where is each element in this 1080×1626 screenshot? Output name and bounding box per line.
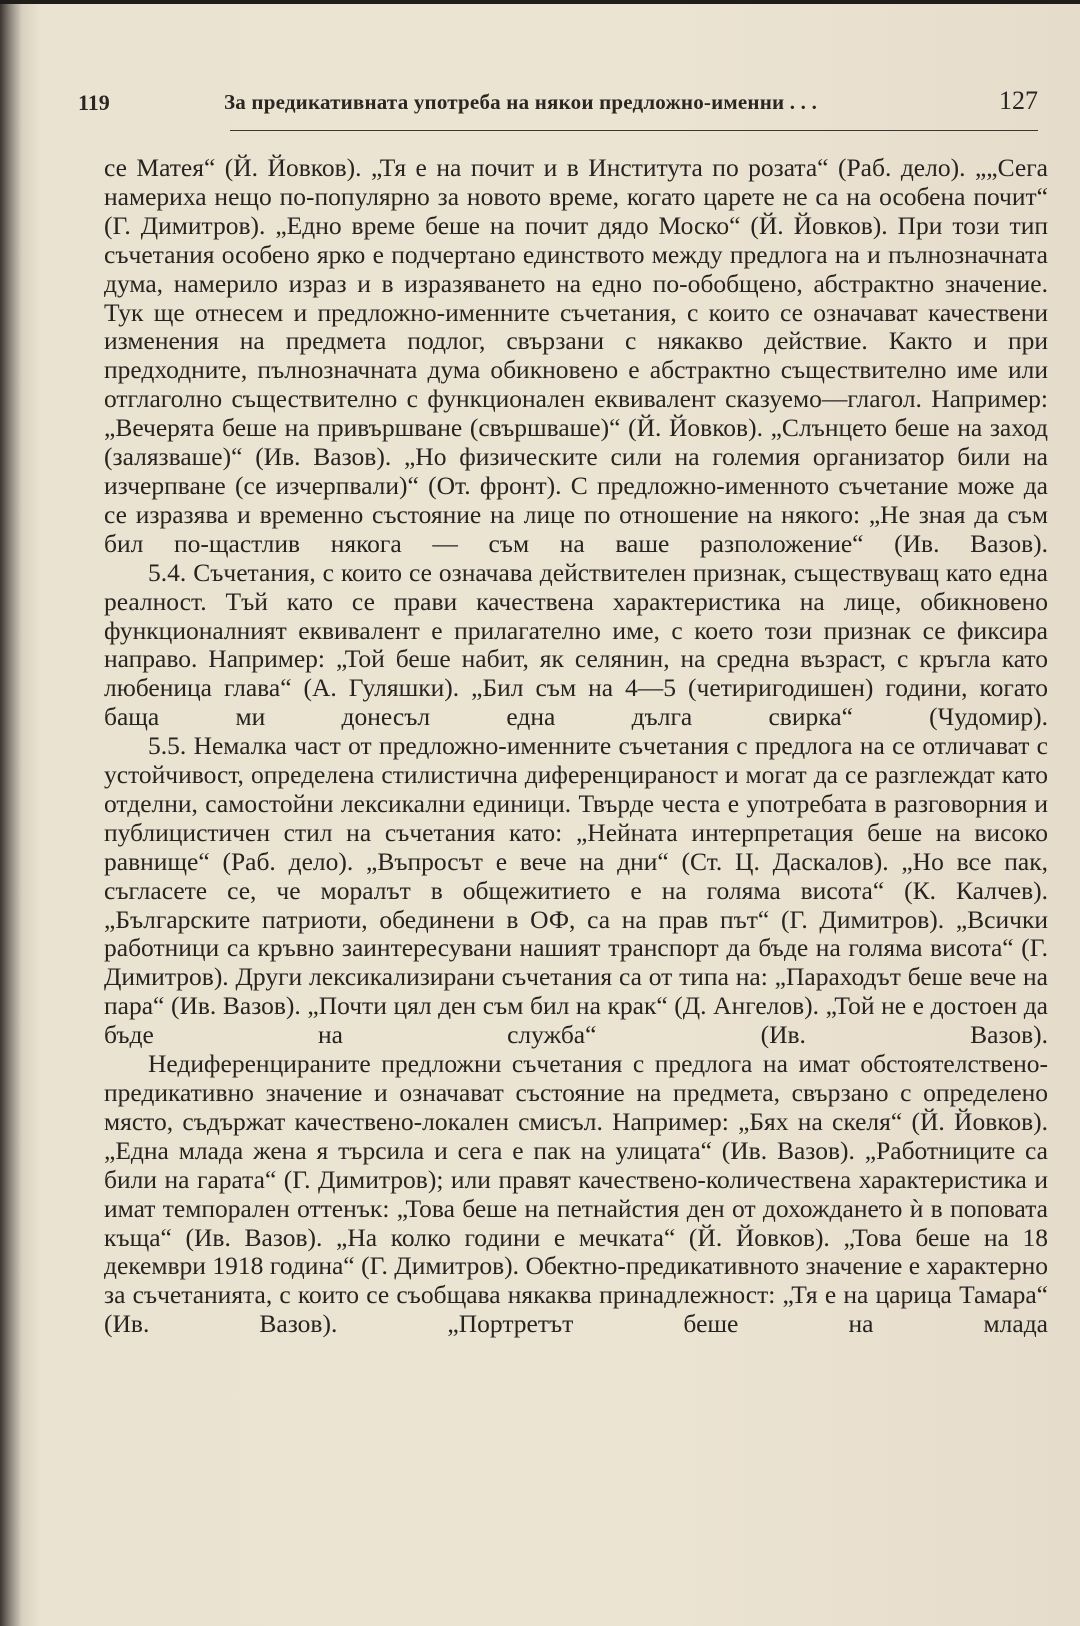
running-title: За предикативната употреба на някои предложно-именни . . . (224, 90, 818, 114)
paragraph: 5.4. Съчетания, с които се означава действителен признак, съществуващ като една реалност. Тъй като се прави качествена характеристика на лице, обикновено функционалният еквивалент е прилагателно име, с което този признак се фиксира направо. Например: „Той беше набит, як селянин, на средна възраст, с кръгла като любеница глава“ (А. Гуляшки). „Бил съм на 4—5 (четиригодишен) години, когато баща ми донесъл една дълга свирка“ (Чудомир). (104, 557, 1048, 732)
body-text (104, 154, 1048, 1614)
paragraph: Недиференцираните предложни съчетания с предлога на имат обстоятелствено-предикативно значение и означават състояние на предмета, свързано с определено място, съдържат качествено-локален смисъл. Например: „Бях на скеля“ (Й. Йовков). „Една млада жена я търсила и сега е пак на улицата“ (Ив. Вазов). „Работниците са били на гарата“ (Г. Димитров); или правят качествено-количествена характеристика и имат темпорален оттенък: „Това беше на петнайстия ден от дохождането ѝ в поповата къща“ (Ив. Вазов). „На колко години е мечката“ (Й. Йовков). „Това беше на 18 декември 1918 година“ (Г. Димитров). Обектно-предикативното значение е характерно за съчетанията, с които се съобщава някаква принадлежност: „Тя е на царица Тамара“ (Ив. Вазов). „Портретът беше на млада (104, 1049, 1048, 1339)
paragraph: 5.5. Немалка част от предложно-именните съчетания с предлога на се отличават с устойчивост, определена стилистична диференцираност и могат да се разглеждат като отделни, самостойни лексикални единици. Твърде честа е употребата в разговорния и публицистичен стил на съчетания като: „Нейната интерпретация беше на високо равнище“ (Раб. дело). „Въпросът е вече на дни“ (Ст. Ц. Даскалов). „Но все пак, съгласете се, че моралът в общежитието е на голяма висота“ (К. Калчев). „Българските патриоти, обединени в ОФ, са на прав път“ (Г. Димитров). „Всички работници са кръвно заинтересувани нашият транспорт да бъде на голяма висота“ (Г. Димитров). Други лексикализирани съчетания са от типа на: „Параходът беше вече на пара“ (Ив. Вазов). „Почти цял ден съм бил на крак“ (Д. Ангелов). „Той не е достоен да бъде на служба“ (Ив. Вазов). (104, 731, 1048, 1050)
folio-number: 119 (78, 90, 110, 115)
page-top-edge (0, 0, 1080, 4)
page-number: 127 (999, 86, 1038, 115)
page-header (78, 86, 1038, 126)
paragraph: се Матея“ (Й. Йовков). „Тя е на почит и в Института по розата“ (Раб. дело). „„Сега намериха нещо по-популярно за новото време, когато царете не са на особена почит“ (Г. Димитров). „Едно време беше на почит дядо Моско“ (Й. Йовков). При този тип съчетания особено ярко е подчертано единството между предлога на и пълнозначната дума, намерило израз и в изразяването на едно по-обобщено, абстрактно значение. Тук ще отнесем и предложно-именните съчетания, с които се означават качествени изменения на предмета подлог, свързани с някакво действие. Както и при предходните, пълнозначната дума обикновено е абстрактно съществително име или отглаголно съществително с функционален еквивалент сказуемо—глагол. Например: „Вечерята беше на привършване (свършваше)“ (Й. Йовков). „Слънцето беше на заход (залязваше)“ (Ив. Вазов). „Но физическите сили на големия организатор били на изчерпване (се изчерпвали)“ (От. фронт). С предложно-именното съчетание може да се изразява и временно състояние на лице по отношение на някого: „Не зная да съм бил по-щастлив някога — съм на ваше разположение“ (Ив. Вазов). (104, 154, 1048, 558)
header-rule (230, 130, 1038, 131)
